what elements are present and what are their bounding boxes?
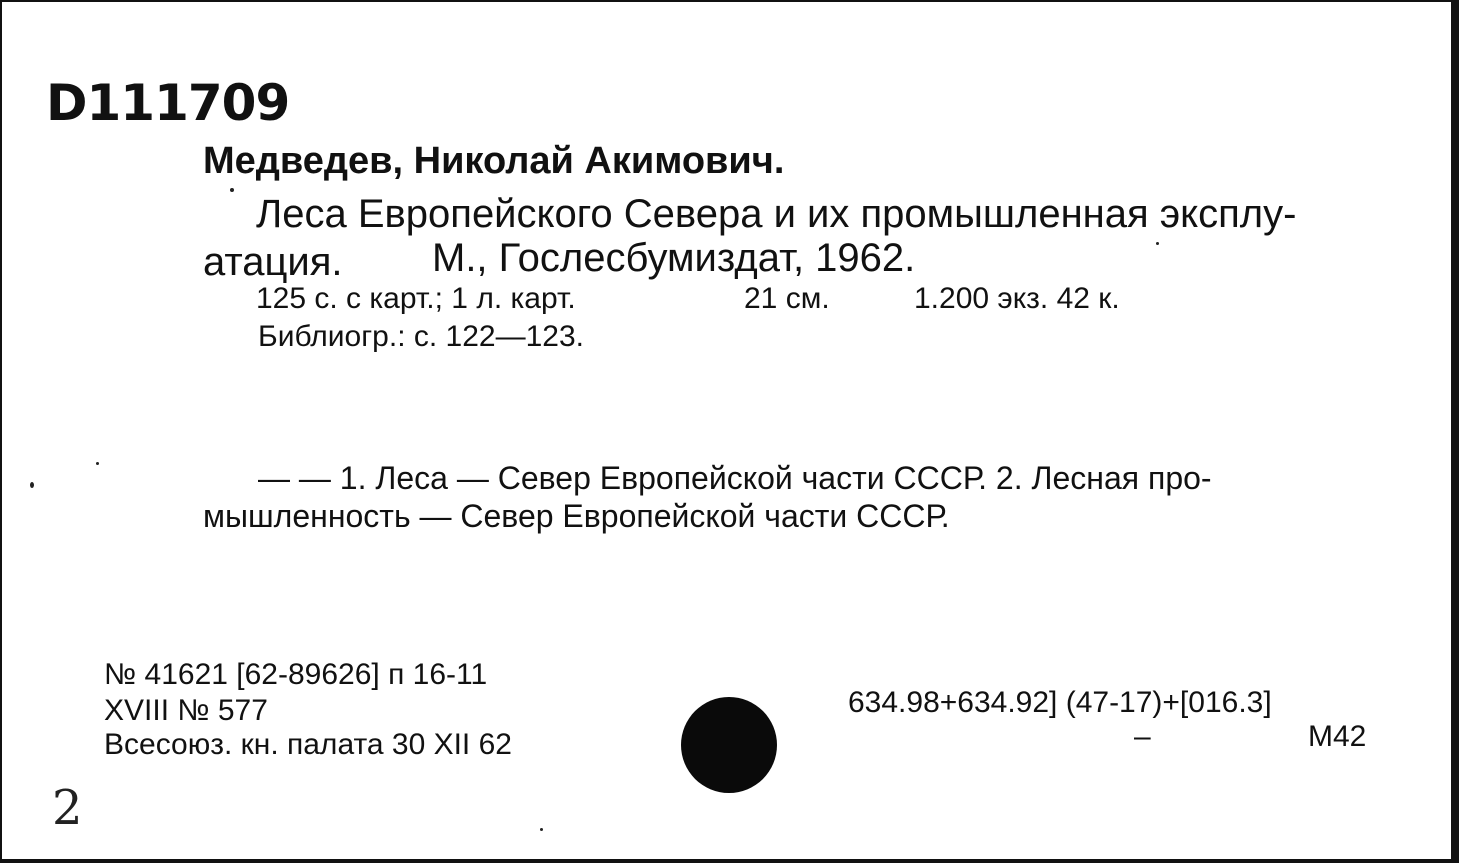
stamp-number: D111709 bbox=[46, 74, 290, 132]
subject-headings-line-2: мышленность — Север Европейской части СССР. bbox=[203, 498, 950, 534]
classification-index: 634.98+634.92] (47-17)+[016.3] bbox=[848, 686, 1272, 719]
publication-info: М., Гослесбумиздат, 1962. bbox=[432, 236, 916, 280]
title-line-1: Леса Европейского Севера и их промышленная эксплу- bbox=[256, 192, 1297, 236]
speck-mark bbox=[30, 482, 34, 488]
card-edge-left bbox=[0, 0, 2, 863]
registry-volume: XVIII № 577 bbox=[104, 694, 268, 727]
card-edge-top bbox=[0, 0, 1459, 2]
punch-hole bbox=[681, 697, 777, 793]
speck-mark bbox=[96, 462, 99, 465]
pencil-mark: 2 bbox=[52, 780, 83, 836]
physical-pages: 125 с. с карт.; 1 л. карт. bbox=[256, 282, 576, 315]
author-heading: Медведев, Николай Акимович. bbox=[203, 140, 785, 182]
dash-mark: – bbox=[1134, 720, 1151, 753]
physical-size: 21 см. bbox=[744, 282, 830, 315]
registry-number: № 41621 [62-89626] п 16-11 bbox=[104, 658, 488, 691]
speck-mark bbox=[230, 188, 234, 192]
print-run-price: 1.200 экз. 42 к. bbox=[914, 282, 1120, 315]
bibliography-note: Библиогр.: с. 122—123. bbox=[258, 320, 584, 353]
speck-mark bbox=[1156, 242, 1159, 245]
registry-chamber-date: Всесоюз. кн. палата 30 XII 62 bbox=[104, 728, 512, 761]
title-line-2: атация. bbox=[203, 240, 343, 284]
author-sign: M42 bbox=[1308, 720, 1367, 753]
card-edge-right bbox=[1451, 0, 1459, 863]
card-edge-bottom bbox=[0, 859, 1459, 863]
subject-headings-line-1: — — 1. Леса — Север Европейской части СССР. 2. Лесная про- bbox=[258, 460, 1212, 496]
speck-mark bbox=[540, 828, 543, 831]
